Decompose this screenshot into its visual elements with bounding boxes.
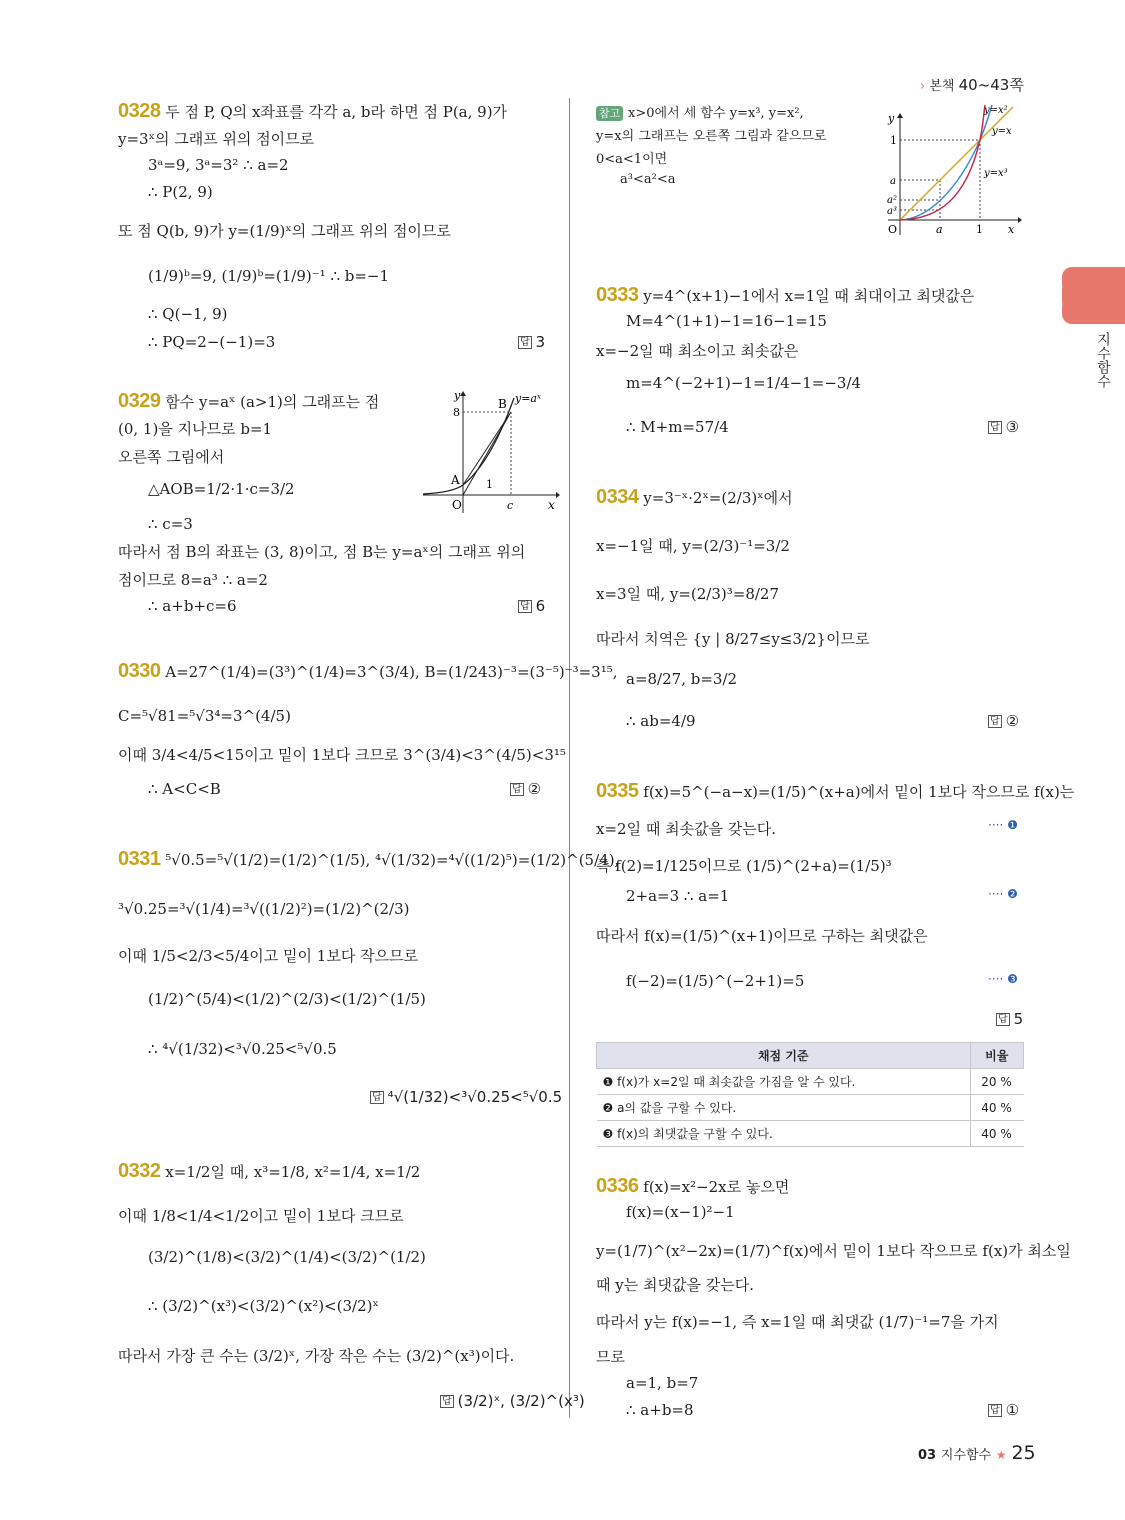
problem-number: 0329 [118,390,161,412]
answer: 답 3 [520,333,546,351]
line: y=(1/7)^(x²−2x)=(1/7)^f(x)에서 밑이 1보다 작으므로 f(x)가 최소일 [596,1242,1071,1260]
answer-icon: 답 [998,1014,1008,1025]
table-cell: 20 % [970,1069,1024,1095]
line: (1/9)ᵇ=9, (1/9)ᵇ=(1/9)⁻¹ ∴ b=−1 [148,267,390,285]
graph-note [868,100,1026,240]
line: x=−1일 때, y=(2/3)⁻¹=3/2 [596,537,790,555]
x-axis-label: x [548,498,555,512]
answer: 답 (3/2)ˣ, (3/2)^(x³) [442,1392,585,1410]
line: ∴ PQ=2−(−1)=3 [148,333,276,351]
footer-chapter: 지수함수 [940,1448,992,1463]
point-label: B [498,397,507,411]
table-header [597,1043,1024,1069]
answer: 답 ① [990,1401,1020,1419]
line: (0, 1)을 지나므로 b=1 [118,420,273,438]
line: 이때 1/5<2/3<5/4이고 밑이 1보다 작으므로 [118,947,419,965]
line: 따라서 f(x)=(1/5)^(x+1)이므로 구하는 최댓값은 [596,927,928,945]
line: C=⁵√81=⁵√3⁴=3^(4/5) [118,707,291,725]
curve-label: y=x² [984,105,1008,116]
line: △AOB=1/2·1·c=3/2 [148,480,295,498]
answer-icon: 답 [512,784,522,795]
x-axis-label: x [1008,223,1015,236]
answer-icon: 답 [442,1396,452,1407]
problem-number: 0330 [118,660,161,682]
ref-label: 본책 [929,79,955,94]
answer-icon: 답 [990,422,1000,433]
line: x>0에서 세 함수 y=x³, y=x², [628,106,804,121]
problem-number: 0328 [118,100,161,122]
line: x=2일 때 최솟값을 갖는다. [596,820,777,838]
line: f(x)=x²−2x로 놓으면 [643,1178,790,1196]
line: ∴ M+m=57/4 [626,418,729,436]
line: 함수 y=aˣ (a>1)의 그래프는 점 [165,393,380,411]
line: M=4^(1+1)−1=16−1=15 [626,312,827,330]
line: f(−2)=(1/5)^(−2+1)=5 [626,972,805,990]
problem-number: 0335 [596,780,639,802]
answer-icon: 답 [372,1092,382,1103]
line: y=4^(x+1)−1에서 x=1일 때 최대이고 최댓값은 [643,287,975,305]
line: ∴ A<C<B [148,780,221,798]
table-cell: ❶ f(x)가 x=2일 때 최솟값을 가짐을 알 수 있다. [597,1069,971,1095]
column-divider [569,98,570,1418]
answer: 답 ② [512,780,542,798]
problem-number: 0332 [118,1160,161,1182]
line: x=−2일 때 최소이고 최솟값은 [596,342,799,360]
line: 두 점 P, Q의 x좌표를 각각 a, b라 하면 점 P(a, 9)가 [165,103,508,121]
y-axis-label: y [454,389,461,402]
tick-label: a [936,223,943,236]
line: ∴ Q(−1, 9) [148,305,228,323]
footer-chapter-number: 03 [918,1448,937,1463]
table-cell: ❸ f(x)의 최댓값을 구할 수 있다. [597,1121,971,1147]
table-cell: 40 % [970,1121,1024,1147]
graph-0329 [418,388,560,516]
arrow-icon: › [920,79,926,94]
tick-label: 1 [890,134,897,147]
problem-number: 0331 [118,848,161,870]
line: a=8/27, b=3/2 [626,670,738,688]
line: 이때 3/4<4/5<15이고 밑이 1보다 크므로 3^(3/4)<3^(4/5)<3¹⁵ [118,746,566,764]
answer: 답 5 [998,1010,1024,1028]
scoring-table [596,1042,1024,1147]
chapter-tab [1062,267,1125,324]
answer: 답 ③ [990,418,1020,436]
line: 따라서 치역은 {y | 8/27≤y≤3/2}이므로 [596,630,870,648]
chapter-tab-number: 03 [1036,278,1066,315]
tick-label: 8 [453,406,460,419]
line: ³√0.25=³√(1/4)=³√((1/2)²)=(1/2)^(2/3) [118,900,410,918]
line: y=x의 그래프는 오른쪽 그림과 같으므로 [596,129,827,144]
answer: 답 ⁴√(1/32)<³√0.25<⁵√0.5 [372,1088,563,1106]
line: 따라서 가장 큰 수는 (3/2)ˣ, 가장 작은 수는 (3/2)^(x³)이다. [118,1347,515,1365]
line: 이때 1/8<1/4<1/2이고 밑이 1보다 크므로 [118,1207,404,1225]
line: ∴ P(2, 9) [148,183,213,201]
line: x=3일 때, y=(2/3)³=8/27 [596,585,780,603]
line: ∴ a+b=8 [626,1401,694,1419]
table-row [597,1069,1024,1095]
line: 따라서 y는 f(x)=−1, 즉 x=1일 때 최댓값 (1/7)⁻¹=7을 가지 [596,1313,999,1331]
table-header-cell: 채점 기준 [597,1043,971,1069]
line: 0<a<1이면 [596,152,668,167]
ref-pages: 40~43쪽 [958,76,1024,94]
line: ∴ (3/2)^(x³)<(3/2)^(x²)<(3/2)ˣ [148,1297,379,1315]
line: a³<a²<a [620,172,676,187]
line: 점이므로 8=a³ ∴ a=2 [118,571,268,589]
tick-label: a² [887,195,897,206]
note-tag: 참고 [596,106,623,121]
line: (1/2)^(5/4)<(1/2)^(2/3)<(1/2)^(1/5) [148,990,426,1008]
answer-icon: 답 [520,337,530,348]
page-reference [920,74,1024,95]
tick-label: 1 [976,223,983,236]
star-icon: ★ [995,1448,1007,1462]
line: ⁵√0.5=⁵√(1/2)=(1/2)^(1/5), ⁴√(1/32)=⁴√((1/2)⁵)=(1/2)^(5/4), [165,851,620,869]
answer-icon: 답 [520,601,530,612]
problem-number: 0333 [596,284,639,306]
tick-label: c [507,499,514,512]
line: x=1/2일 때, x³=1/8, x²=1/4, x=1/2 [165,1163,421,1181]
line: ∴ ab=4/9 [626,712,696,730]
table-cell: 40 % [970,1095,1024,1121]
table-cell: ❷ a의 값을 구할 수 있다. [597,1095,971,1121]
line: 따라서 점 B의 좌표는 (3, 8)이고, 점 B는 y=aˣ의 그래프 위의 [118,543,526,561]
line: 므로 [596,1348,625,1366]
step-marker: ···· ❷ [988,887,1018,901]
problem-number: 0336 [596,1175,639,1197]
line: f(x)=(x−1)²−1 [626,1203,735,1221]
tick-label: 1 [486,478,493,491]
line: 2+a=3 ∴ a=1 [626,887,730,905]
curve-label: y=x [992,126,1012,137]
line: 오른쪽 그림에서 [118,448,225,466]
line: y=3ˣ의 그래프 위의 점이므로 [118,130,315,148]
answer-icon: 답 [990,1405,1000,1416]
curve-label: y=aˣ [515,392,541,405]
table-header-cell: 비율 [970,1043,1024,1069]
answer-icon: 답 [990,716,1000,727]
line: ∴ c=3 [148,515,193,533]
line: (3/2)^(1/8)<(3/2)^(1/4)<(3/2)^(1/2) [148,1248,426,1266]
step-marker: ···· ❸ [988,972,1018,986]
answer: 답 ② [990,712,1020,730]
point-label: A [451,473,460,487]
line: 때 y는 최댓값을 갖는다. [596,1276,754,1294]
line: 3ᵃ=9, 3ᵃ=3² ∴ a=2 [148,156,289,174]
page-footer [918,1442,1036,1464]
tick-label: a [890,176,896,187]
chapter-tab-label: 지수함수 [1095,332,1111,388]
line: y=3⁻ˣ·2ˣ=(2/3)ˣ에서 [643,489,793,507]
page-number: 25 [1011,1442,1036,1464]
answer: 답 6 [520,597,546,615]
y-axis-label: y [888,112,895,125]
line: 즉 f(2)=1/125이므로 (1/5)^(2+a)=(1/5)³ [596,857,892,875]
line: m=4^(−2+1)−1=1/4−1=−3/4 [626,374,862,392]
step-marker: ···· ❶ [988,818,1018,832]
problem-number: 0334 [596,486,639,508]
line: ∴ a+b+c=6 [148,597,237,615]
table-row [597,1121,1024,1147]
curve-label: y=x³ [984,168,1008,179]
line: A=27^(1/4)=(3³)^(1/4)=3^(3/4), B=(1/243)⁻³=(3⁻⁵)⁻³=3¹⁵, [165,663,618,681]
tick-label: a³ [887,206,897,217]
line: 또 점 Q(b, 9)가 y=(1/9)ˣ의 그래프 위의 점이므로 [118,222,451,240]
line: a=1, b=7 [626,1374,699,1392]
origin-label: O [888,223,898,236]
table-row [597,1095,1024,1121]
line: f(x)=5^(−a−x)=(1/5)^(x+a)에서 밑이 1보다 작으므로 f(x)는 [643,783,1075,801]
origin-label: O [452,498,462,512]
line: ∴ ⁴√(1/32)<³√0.25<⁵√0.5 [148,1040,337,1058]
